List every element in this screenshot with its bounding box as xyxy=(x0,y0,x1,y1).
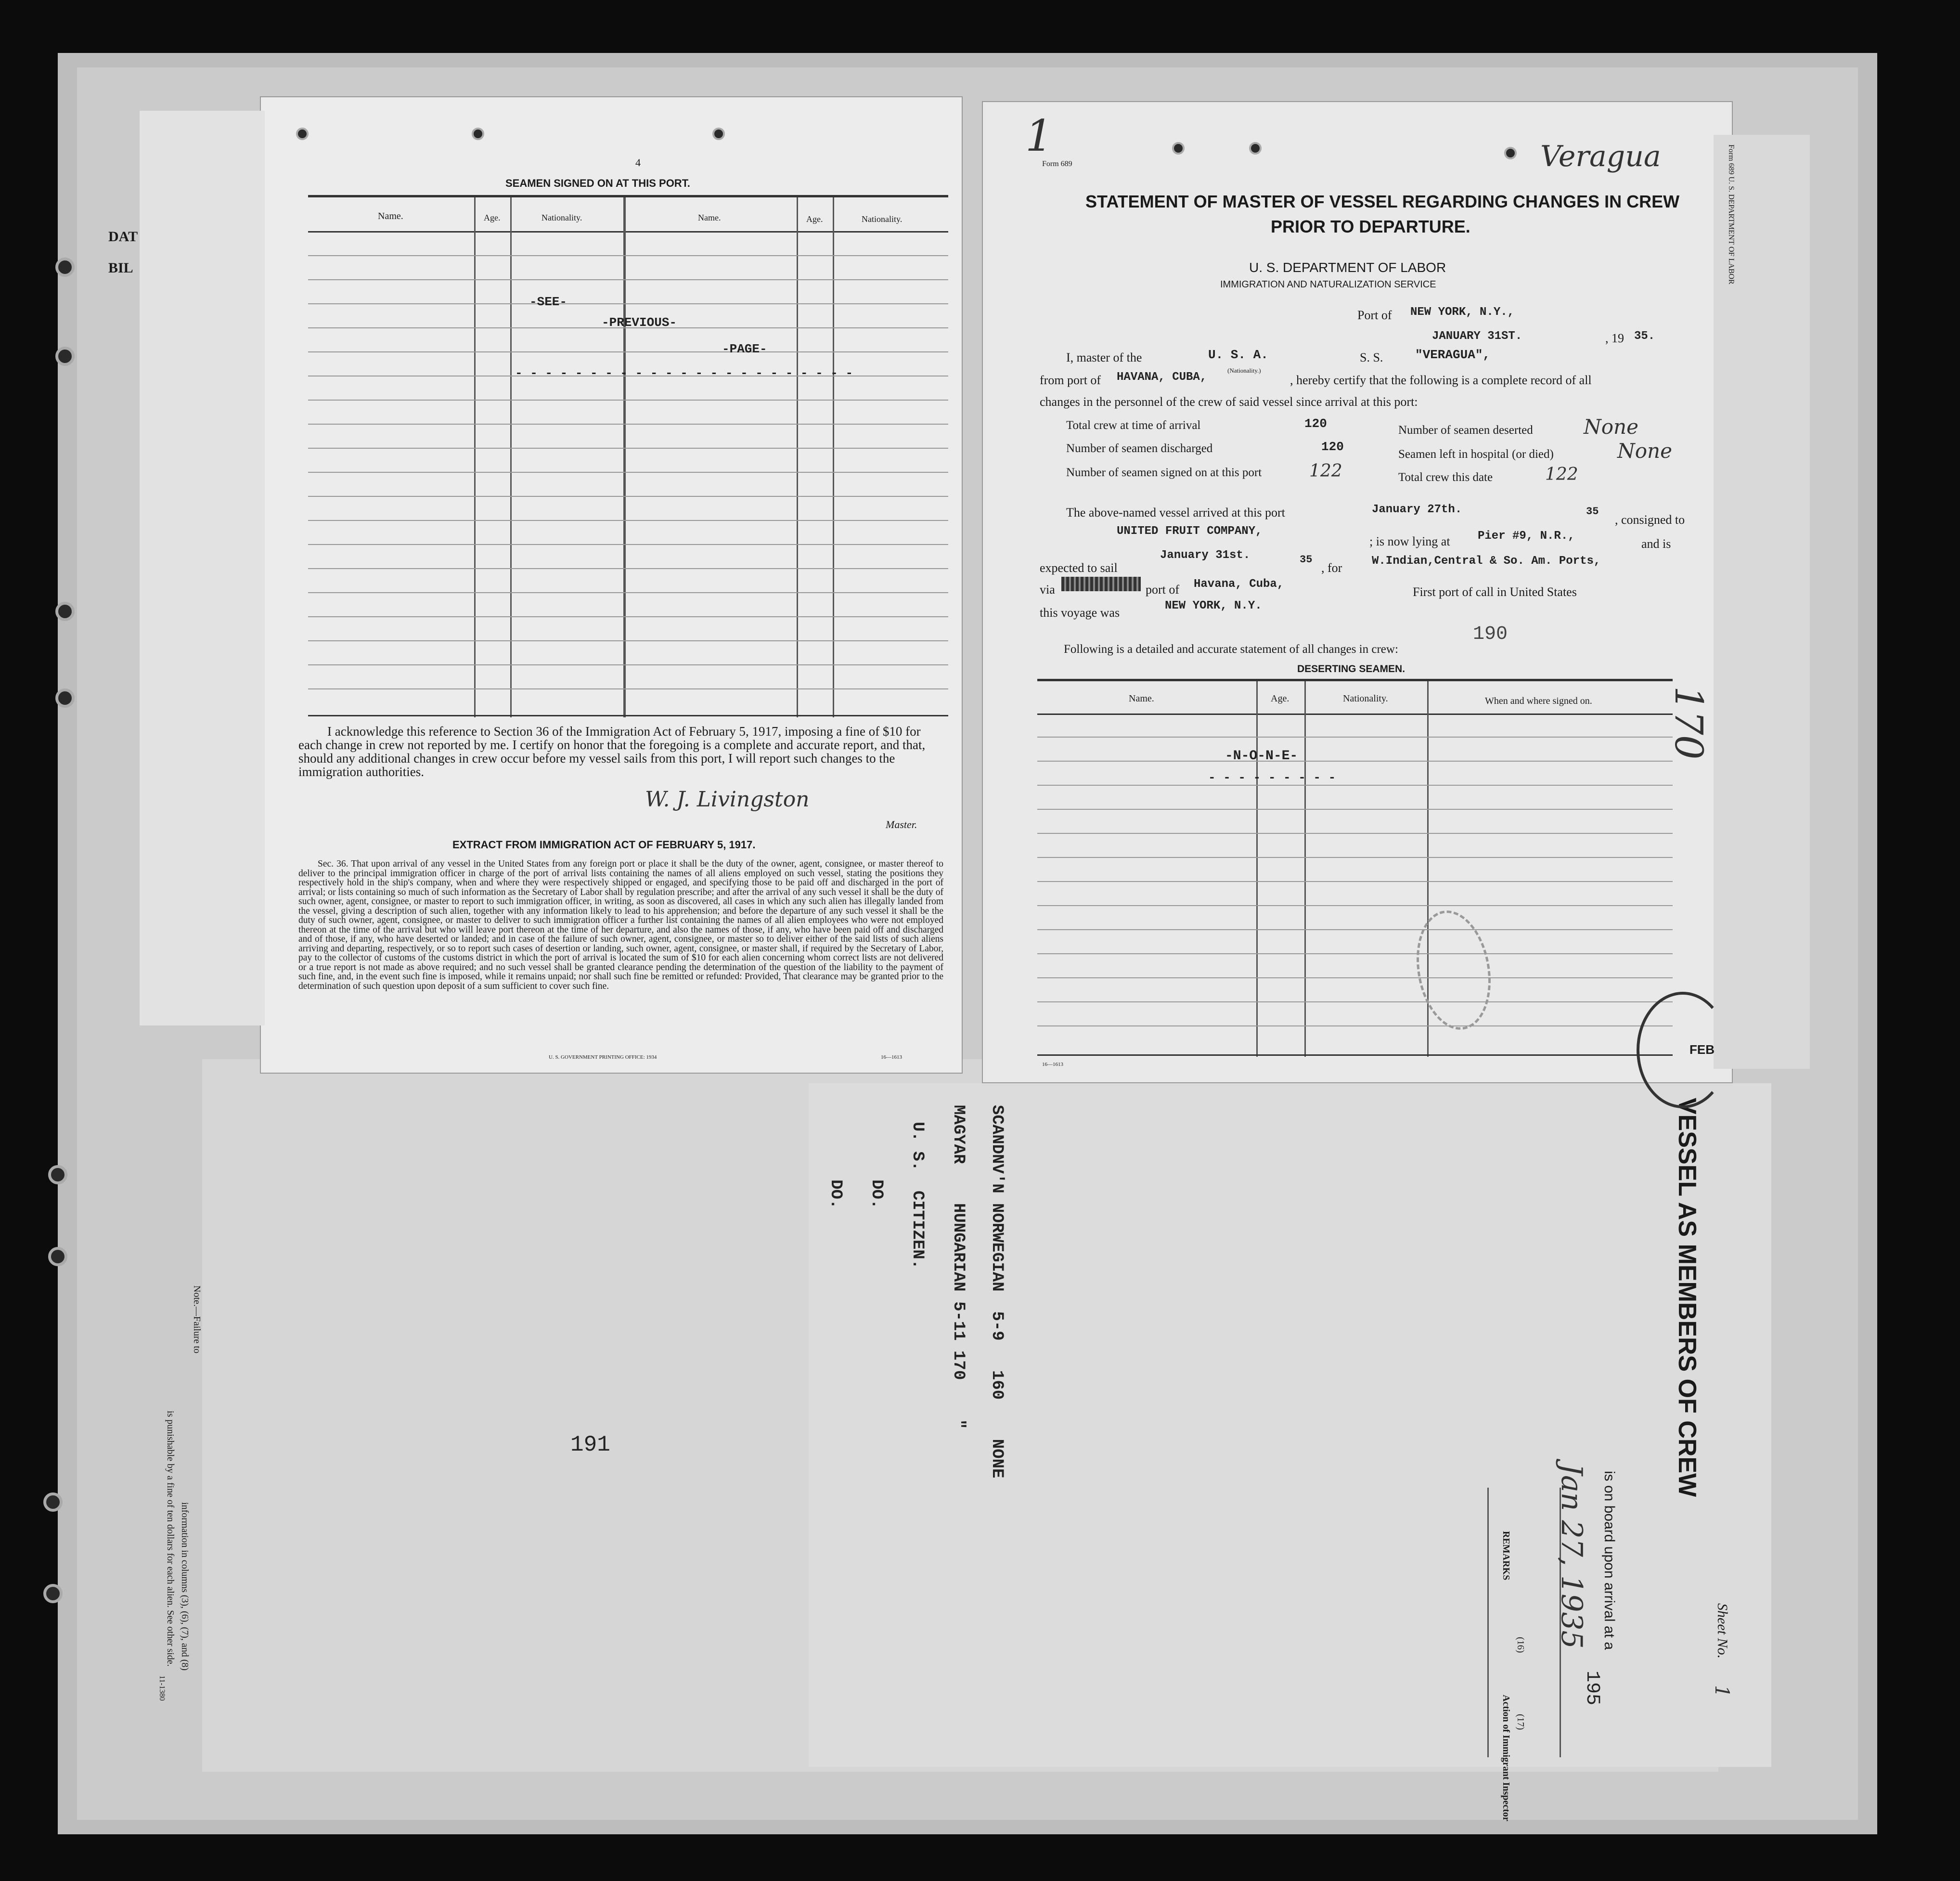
signature: W. J. Livingston xyxy=(645,787,810,812)
extract-title: EXTRACT FROM IMMIGRATION ACT OF FEBRUARY 5, 1917. xyxy=(452,839,756,851)
acknowledgement: I acknowledge this reference to Section 36 of the Immigration Act of February 5, 1917, imposing a fine of $10 for each change in crew not reported by me. I certify on honor that the foregoing is a complete and accurate report, and that, should any additional changes in crew occur before my vessel sails from this port, I will report such changes to the immigration authorities. xyxy=(298,724,926,779)
certify-text: , hereby certify that the following is a complete record of all xyxy=(1290,373,1592,387)
stamp-number-191: 191 xyxy=(570,1432,610,1457)
stamp-number-190: 190 xyxy=(1473,623,1508,645)
right-page xyxy=(982,101,1733,1083)
for-value: W.Indian,Central & So. Am. Ports, xyxy=(1372,555,1601,568)
deserted-value: None xyxy=(1584,415,1638,439)
date-year-prefix: , 19 xyxy=(1605,331,1624,345)
typed-previous: -PREVIOUS- xyxy=(602,315,677,330)
table-rule xyxy=(1037,833,1673,834)
table-rule xyxy=(308,520,948,521)
master-of-label: I, master of the xyxy=(1066,350,1142,364)
hand-ship: Veragua xyxy=(1540,140,1661,173)
left-page-heading: SEAMEN SIGNED ON AT THIS PORT. xyxy=(505,177,690,189)
total-crew-date-label: Total crew this date xyxy=(1398,471,1493,484)
crew-row-5: DO. xyxy=(826,1180,845,1209)
via-label: via xyxy=(1040,583,1055,597)
printing-office: U. S. GOVERNMENT PRINTING OFFICE: 1934 xyxy=(549,1054,657,1060)
note-text-2: is punishable by a fine of ten dollars for each alien. See other side. xyxy=(165,1411,176,1667)
signed-on-value: 122 xyxy=(1309,461,1342,481)
crew-row-2: MAGYAR HUNGARIAN 5-11 170 " xyxy=(949,1105,967,1429)
table-rule xyxy=(1037,1001,1673,1002)
table-rule xyxy=(308,640,948,641)
table-rule xyxy=(308,400,948,401)
col-nat-1: Nationality. xyxy=(542,213,582,222)
crew-heading: VESSEL AS MEMBERS OF CREW xyxy=(1673,1098,1701,1497)
expected-year: 35 xyxy=(1300,554,1313,566)
left-form-number: 16—1613 xyxy=(881,1054,902,1060)
date-year: 35. xyxy=(1634,330,1655,343)
voyage-label: this voyage was xyxy=(1040,606,1120,620)
table-rule xyxy=(308,544,948,545)
col-age-1: Age. xyxy=(484,213,501,222)
typed-see: -SEE- xyxy=(529,295,567,309)
and-is: and is xyxy=(1641,537,1671,551)
table-rule xyxy=(1037,929,1673,930)
expected-label: expected to sail xyxy=(1040,561,1118,575)
hospital-label: Seamen left in hospital (or died) xyxy=(1398,448,1554,461)
for-label: , for xyxy=(1321,561,1342,575)
form-label: Form 689 xyxy=(1042,160,1072,168)
first-port-label: First port of call in United States xyxy=(1413,585,1577,599)
col-nat-2: Nationality. xyxy=(862,214,903,224)
port-of-value: NEW YORK, N.Y., xyxy=(1410,306,1515,319)
side-label: Form 689 U. S. DEPARTMENT OF LABOR xyxy=(1727,144,1735,285)
table-rule xyxy=(1037,1025,1673,1026)
via-port-label: port of xyxy=(1146,583,1180,597)
via-struck xyxy=(1061,577,1141,591)
date-value: JANUARY 31ST. xyxy=(1432,330,1522,343)
back-left-label-1: DAT xyxy=(108,229,138,245)
crew-subheading: is on board upon arrival at a xyxy=(1601,1471,1617,1650)
back-left-label-2: BIL xyxy=(108,260,133,276)
table-rule xyxy=(1037,881,1673,882)
table-rule xyxy=(1037,809,1673,810)
arrived-value: January 27th. xyxy=(1372,503,1462,516)
expected-value: January 31st. xyxy=(1160,549,1251,562)
table-rule xyxy=(1037,977,1673,978)
left-page-fold xyxy=(140,111,265,1025)
note-label: Note.—Failure to xyxy=(192,1285,202,1354)
table-rule xyxy=(308,496,948,497)
service: IMMIGRATION AND NATURALIZATION SERVICE xyxy=(1220,279,1436,290)
typed-dash-left: - - - - - - - - - - - - - - - - - - - - - - - xyxy=(515,366,853,380)
remarks-divider xyxy=(1487,1488,1489,1757)
hand-mark-1: 1 xyxy=(1025,111,1053,161)
deserting-heading: DESERTING SEAMEN. xyxy=(1297,663,1406,675)
changes-text: changes in the personnel of the crew of said vessel since arrival at this port: xyxy=(1040,395,1418,409)
desert-col-age: Age. xyxy=(1271,693,1289,704)
ship-value: "VERAGUA", xyxy=(1415,348,1491,362)
table-rule xyxy=(308,616,948,617)
col16: (16) xyxy=(1515,1637,1526,1653)
discharged-value: 120 xyxy=(1321,440,1344,454)
hospital-value: None xyxy=(1617,439,1672,463)
table-rule xyxy=(308,255,948,256)
col-age-2: Age. xyxy=(806,214,823,224)
port-of-label: Port of xyxy=(1357,308,1392,322)
sheet-no-label: Sheet No. xyxy=(1715,1603,1730,1659)
desert-col-nat: Nationality. xyxy=(1343,693,1388,704)
feb-stamp-circle xyxy=(1637,992,1729,1108)
stamp-number-195: 195 xyxy=(1581,1671,1603,1706)
total-crew-arrival-label: Total crew at time of arrival xyxy=(1066,419,1201,432)
via-port-value: Havana, Cuba, xyxy=(1194,578,1284,591)
col-name-2: Name. xyxy=(698,213,721,222)
table-rule xyxy=(308,664,948,665)
consignee-value: UNITED FRUIT COMPANY, xyxy=(1117,525,1263,538)
nationality-value: U. S. A. xyxy=(1208,348,1268,362)
master-label: Master. xyxy=(886,818,917,830)
lying-label: ; is now lying at xyxy=(1369,534,1450,548)
desert-col-name: Name. xyxy=(1129,693,1154,704)
table-rule xyxy=(308,592,948,593)
feb-stamp-text: FEB xyxy=(1689,1042,1715,1057)
col17: (17) xyxy=(1515,1714,1526,1730)
table-rule xyxy=(308,279,948,280)
table-rule xyxy=(308,568,948,569)
right-title-2: PRIOR TO DEPARTURE. xyxy=(1271,217,1470,236)
from-port-value: HAVANA, CUBA, xyxy=(1117,371,1207,384)
extract-text: Sec. 36. That upon arrival of any vessel in the United States from any foreign port or place it shall be the duty of the owner, agent, consignee, or master thereof to deliver to the principal immigration officer in charge of the port of arrival lists containing the names of all aliens employed on such vessel, stating the positions they respectively hold in the ship's company, when and where they were respectively shipped or engaged, and specifying those to be paid off and discharged in the port of arrival; or lists containing so much of such information as the Secretary of Labor shall by regulation prescribe; and after the arrival of any such vessel it shall be the duty of such owner, agent, consignee, or master to report to such immigration officer, in writing, as soon as discovered, all cases in which any such alien has illegally landed from the vessel, giving a description of such alien, together with any information likely to lead to his apprehension; and before the departure of any such vessel it shall be the duty of such owner, agent, consignee, or master to deliver to such immigration officer a further list containing the names of all alien employees who were not employed thereon at the time of the arrival but who will leave port thereon at the time of her departure, and also the names of those, if any, who have been paid off and discharged and of those, if any, who have deserted or landed; and in case of the failure of such owner, agent, consignee, or master so to deliver either of the said lists of such aliens arriving and departing, respectively, or so to report such cases of desertion or landing, such owner, agent, consignee, or master shall, if required by the Secretary of Labor, pay to the collector of customs of the customs district in which the port of arrival is located the sum of $10 for each alien concerning whom correct lists are not delivered or a true report is not made as above required; and no such vessel shall be granted clearance pending the determination of the question of the liability to the payment of such fine, and, in the event such fine is imposed, while it remains unpaid; nor shall such fine be remitted or refunded: Provided, That clearance may be granted prior to the determination of such question upon deposit of a sum sufficient to cover such fine. xyxy=(298,859,943,991)
right-title-1: STATEMENT OF MASTER OF VESSEL REGARDING CHANGES IN CREW xyxy=(1085,192,1680,211)
nationality-caption: (Nationality.) xyxy=(1227,367,1261,374)
table-rule xyxy=(308,303,948,304)
action-label: Action of Immigrant Inspector xyxy=(1501,1695,1511,1821)
table-rule xyxy=(308,424,948,425)
table-rule xyxy=(1037,737,1673,738)
lying-value: Pier #9, N.R., xyxy=(1478,530,1575,543)
consigned-label: , consigned to xyxy=(1615,513,1685,527)
crew-row-3: U. S. CITIZEN. xyxy=(908,1122,927,1270)
right-form-number: 16—1613 xyxy=(1042,1062,1063,1067)
note-text-1: information in columns (3), (6), (7), and (8) xyxy=(180,1502,190,1671)
table-rule xyxy=(308,351,948,352)
ss-label: S. S. xyxy=(1360,350,1383,364)
hand-date: Jan 27, 1935 xyxy=(1555,1464,1588,1649)
table-rule xyxy=(1037,857,1673,858)
form-code: 11-1380 xyxy=(158,1675,166,1701)
typed-dash-right: - - - - - - - - - xyxy=(1208,770,1336,785)
typed-none: -N-O-N-E- xyxy=(1225,749,1298,764)
arrived-label: The above-named vessel arrived at this port xyxy=(1066,506,1285,519)
following-text: Following is a detailed and accurate statement of all changes in crew: xyxy=(1064,643,1398,656)
left-page-number: 4 xyxy=(635,156,641,169)
typed-page: -PAGE- xyxy=(722,342,767,356)
desert-col-when: When and where signed on. xyxy=(1485,696,1592,706)
table-rule xyxy=(1037,953,1673,954)
crew-row-4: DO. xyxy=(867,1180,886,1209)
signed-on-label: Number of seamen signed on at this port xyxy=(1066,466,1262,479)
table-rule xyxy=(1037,785,1673,786)
side-margin-number: 170 xyxy=(1666,686,1711,760)
col-name-1: Name. xyxy=(378,211,403,221)
deserted-label: Number of seamen deserted xyxy=(1398,424,1533,437)
table-rule xyxy=(308,688,948,689)
table-rule xyxy=(1037,761,1673,762)
arrived-year: 35 xyxy=(1586,506,1599,518)
table-rule xyxy=(308,448,948,449)
dept: U. S. DEPARTMENT OF LABOR xyxy=(1249,260,1446,275)
from-port-label: from port of xyxy=(1040,373,1101,387)
voyage-value: NEW YORK, N.Y. xyxy=(1165,599,1262,612)
total-crew-arrival: 120 xyxy=(1304,416,1327,431)
total-crew-date: 122 xyxy=(1545,465,1578,484)
table-rule xyxy=(1037,905,1673,906)
table-rule xyxy=(308,472,948,473)
discharged-label: Number of seamen discharged xyxy=(1066,442,1213,455)
remarks-label: REMARKS xyxy=(1501,1531,1511,1581)
sheet-no-value: 1 xyxy=(1711,1685,1733,1698)
crew-row-1: SCANDNV'N NORWEGIAN 5-9 160 NONE xyxy=(988,1105,1006,1479)
